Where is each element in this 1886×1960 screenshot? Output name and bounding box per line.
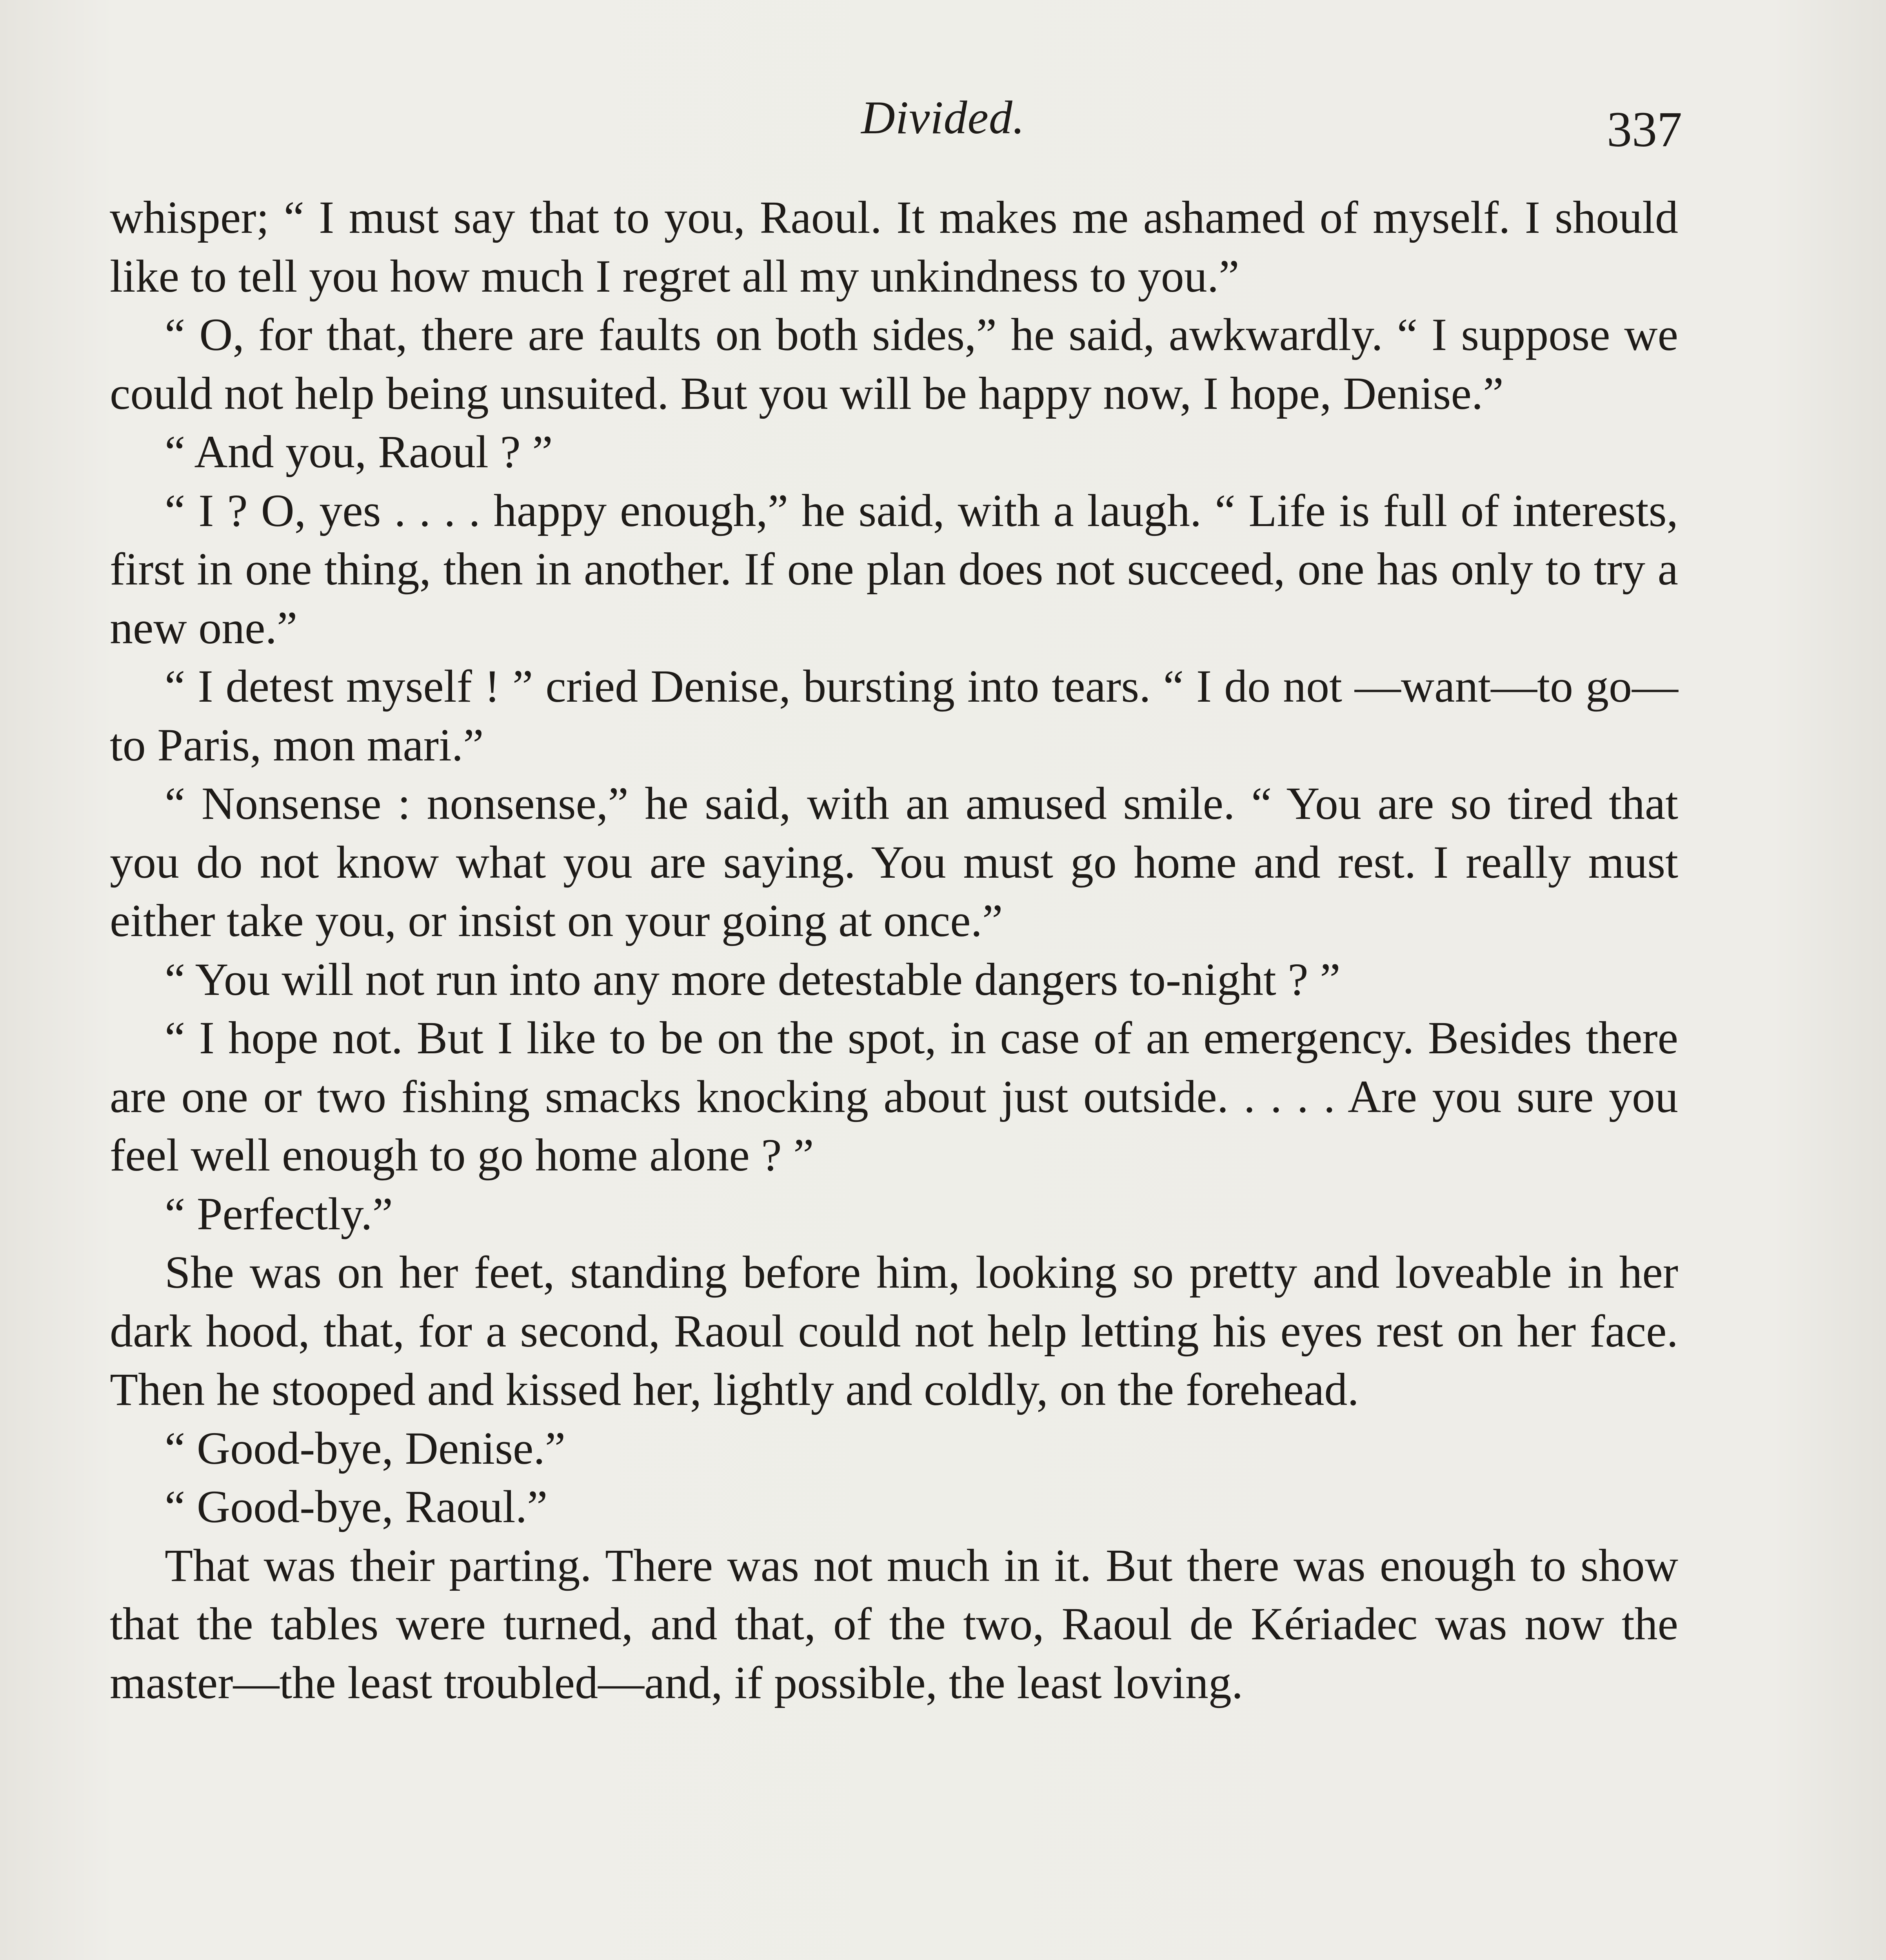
paragraph: “ And you, Raoul ? ” (165, 426, 553, 477)
page-number: 337 (1607, 102, 1682, 157)
paragraph: “ Perfectly.” (165, 1188, 393, 1240)
running-title: Divided. (861, 91, 1025, 143)
paragraph: “ Good-bye, Denise.” (165, 1422, 566, 1474)
paragraph: “ Nonsense : nonsense,” he said, with an amused smile. “ You are so tired that you do not know what you are saying. You must go home and rest. I really must either take you, or insist on your going at once.” (110, 778, 1678, 946)
paragraph: “ I ? O, yes . . . . happy enough,” he said, with a laugh. “ Life is full of interests, first in one thing, then in another. If one plan does not succeed, one has only to try a new one.” (110, 485, 1678, 653)
paragraph: “ I hope not. But I like to be on the spot, in case of an emergency. Besides there are one or two fishing smacks knocking about just outside. . . . . Are you sure you feel well enough to go home alone ? ” (110, 1012, 1678, 1181)
running-head (0, 82, 1886, 157)
paragraph: “ O, for that, there are faults on both sides,” he said, awkwardly. “ I suppose we could not help being unsuited. But you will be happy now, I hope, Denise.” (110, 309, 1678, 419)
body-text (110, 188, 1678, 1712)
paragraph: “ You will not run into any more detestable dangers to-night ? ” (165, 953, 1341, 1005)
paragraph: “ Good-bye, Raoul.” (165, 1481, 548, 1532)
paragraph: whisper; “ I must say that to you, Raoul. It makes me ashamed of myself. I should like to tell you how much I regret all my unkindness to you.” (110, 192, 1678, 302)
paragraph: That was their parting. There was not much in it. But there was enough to show that the tables were turned, and that, of the two, Raoul de Kériadec was now the master—the least troubled—and, if possible, the least loving. (110, 1539, 1678, 1708)
paragraph: She was on her feet, standing before him, looking so pretty and loveable in her dark hood, that, for a second, Raoul could not help letting his eyes rest on her face. Then he stooped and kissed her, lightly and coldly, on the forehead. (110, 1247, 1678, 1415)
paragraph: “ I detest myself ! ” cried Denise, bursting into tears. “ I do not —want—to go— to Paris, mon mari.” (110, 661, 1678, 771)
